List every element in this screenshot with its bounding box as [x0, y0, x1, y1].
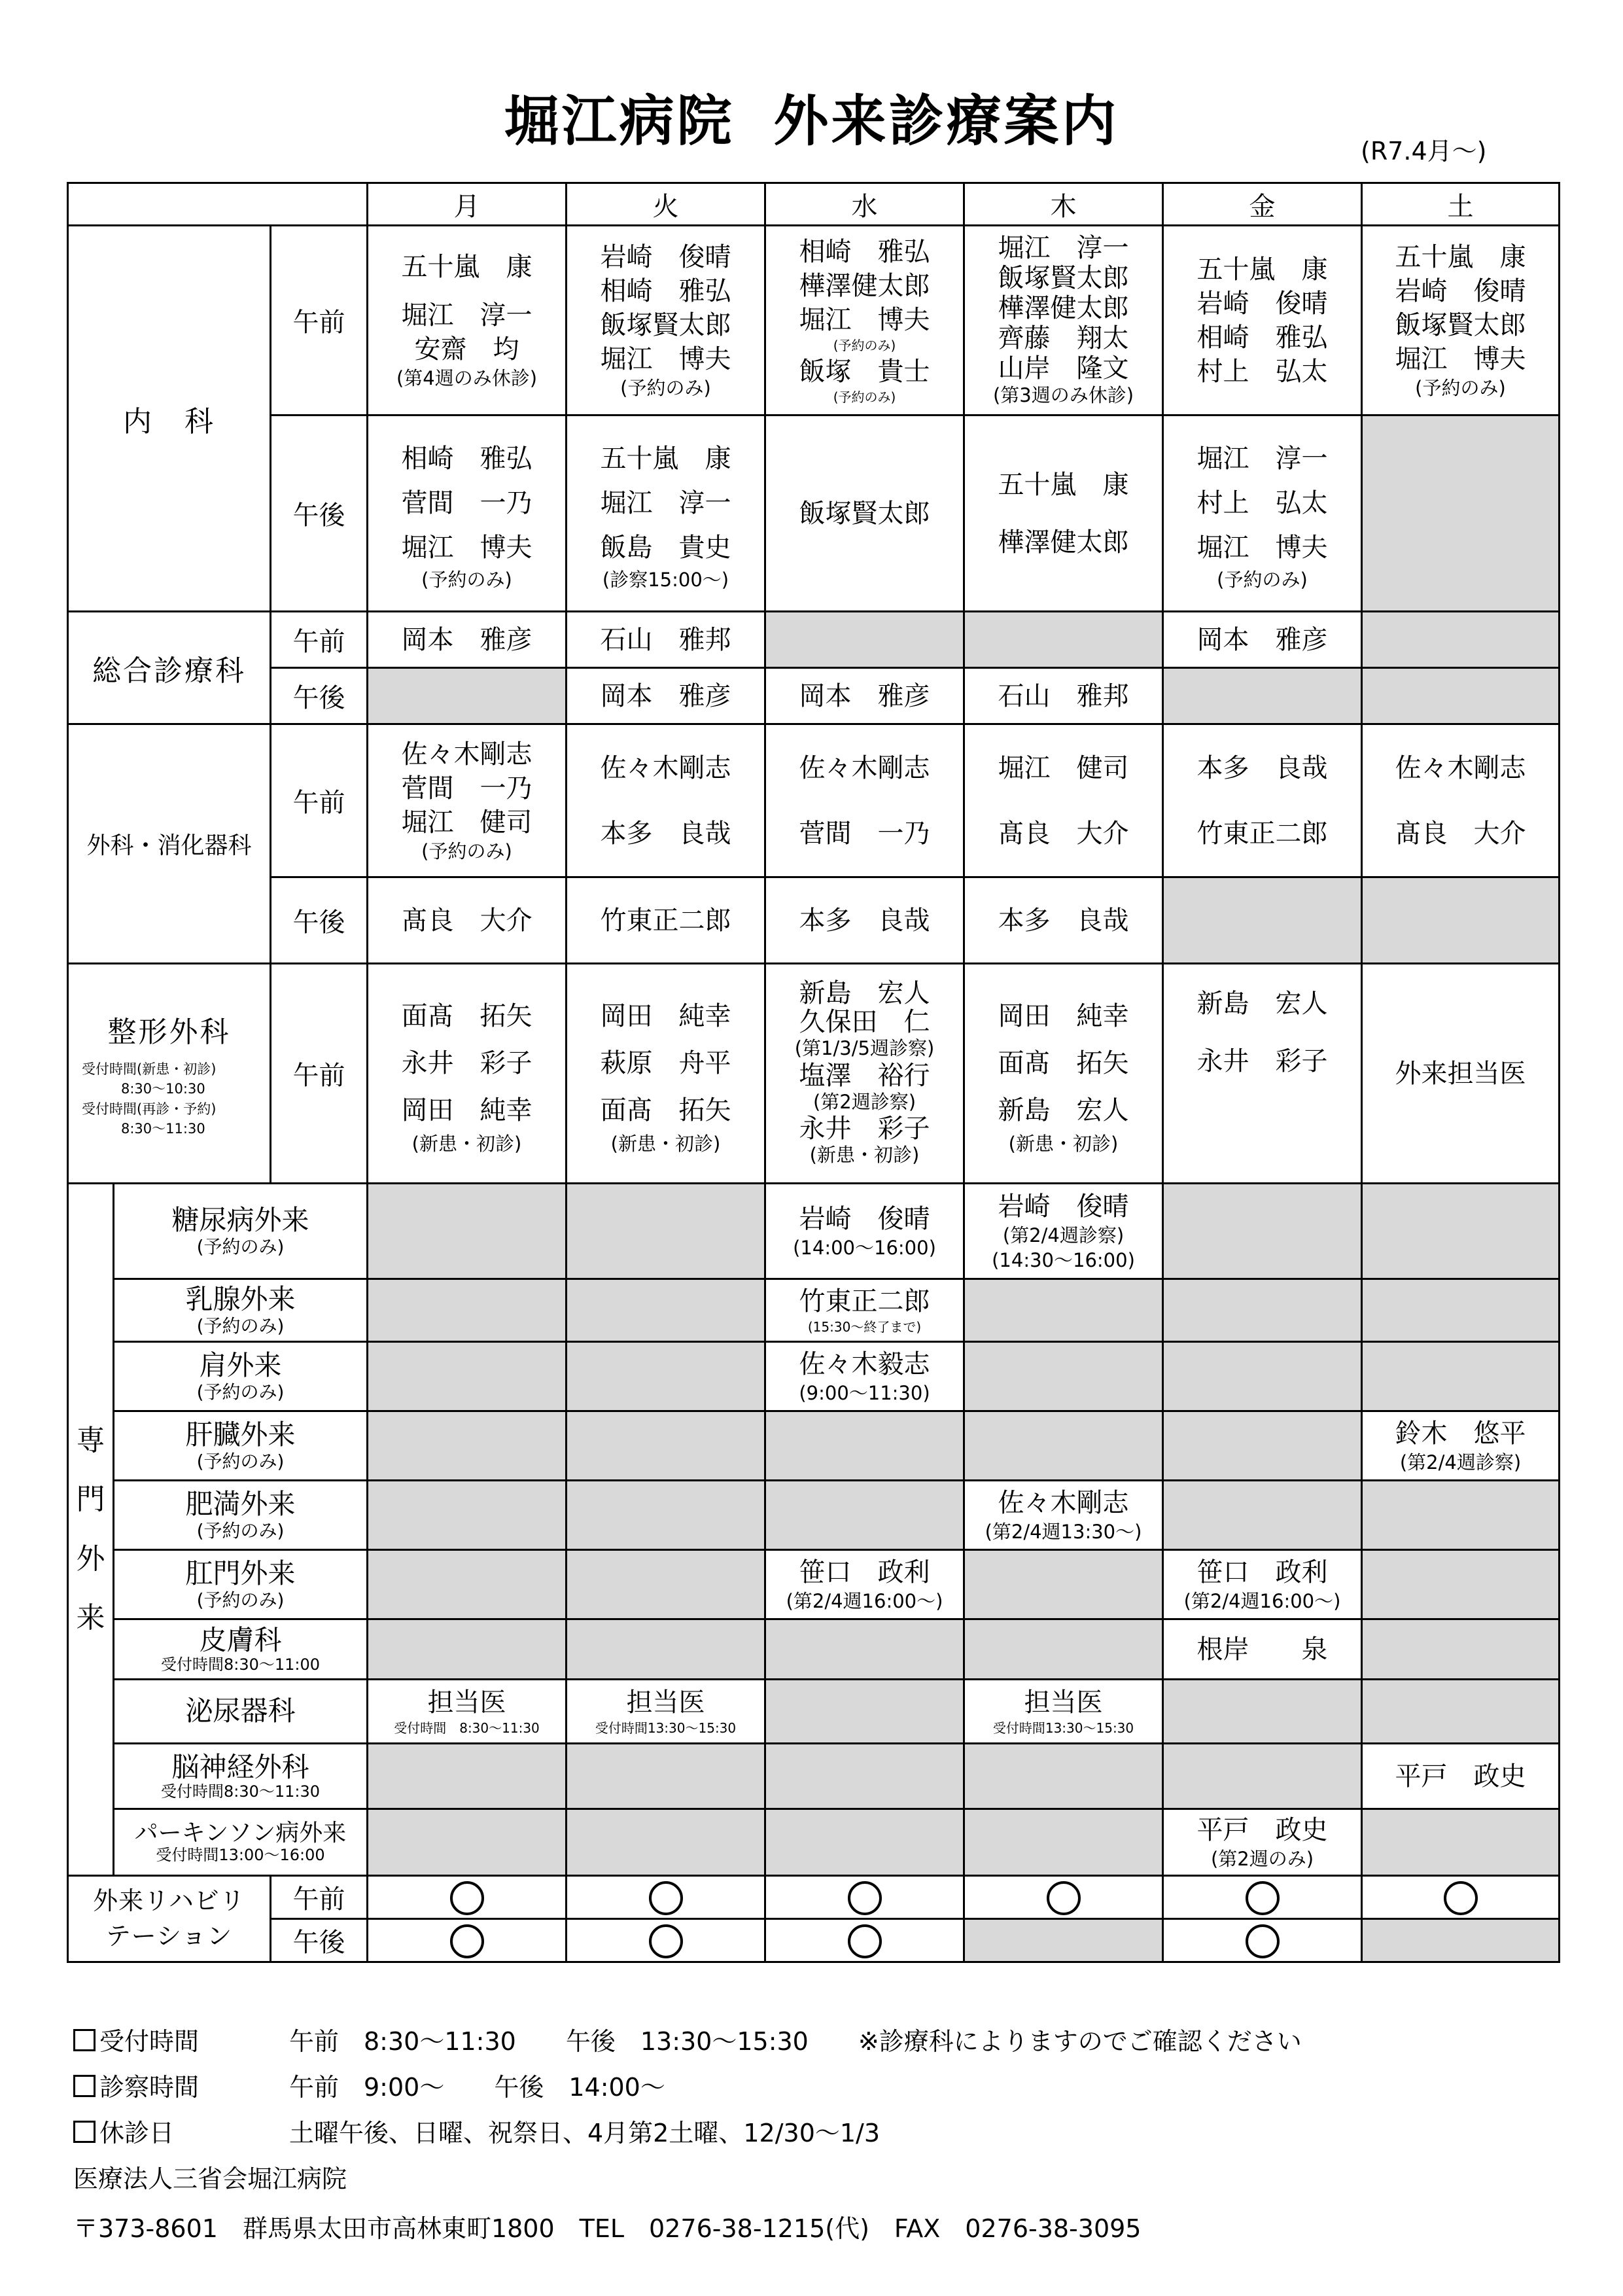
- available-circle-icon: [649, 1924, 683, 1958]
- special-shoulder-row: [68, 1342, 1560, 1411]
- special-liver-sat: 鈴木 悠平 (第2/4週診察): [1362, 1411, 1560, 1481]
- available-circle-icon: [649, 1881, 683, 1915]
- internal-pm-mon: 相崎 雅弘 菅間 一乃 堀江 博夫 (予約のみ): [368, 415, 567, 612]
- special-breast-fri: [1163, 1279, 1362, 1342]
- special-liver-thu: [964, 1411, 1163, 1481]
- ortho-mon: 面髙 拓矢 永井 彩子 岡田 純幸 (新患・初診): [368, 964, 567, 1184]
- surgery-am-wed: 佐々木剛志 菅間 一乃: [765, 724, 964, 877]
- available-circle-icon: [848, 1881, 882, 1915]
- available-circle-icon: [848, 1924, 882, 1958]
- special-anus-mon: [368, 1550, 567, 1619]
- special-liver-mon: [368, 1411, 567, 1481]
- header-wed: 水: [765, 183, 964, 226]
- info-reception: 受付時間 午前 8:30～11:30 午後 13:30～15:30 ※診療科によりますのでご確認ください: [73, 2019, 1302, 2064]
- period-am: 午前: [271, 724, 368, 877]
- dept-special: [68, 1184, 114, 1876]
- special-diabetes-fri: [1163, 1184, 1362, 1279]
- surgery-pm-mon: 髙良 大介: [368, 877, 567, 964]
- internal-pm-fri: 堀江 淳一 村上 弘太 堀江 博夫 (予約のみ): [1163, 415, 1362, 612]
- internal-am-row: [68, 226, 1560, 415]
- special-urology-row: [68, 1680, 1560, 1744]
- rehab-pm-sat: [1362, 1919, 1560, 1962]
- ortho-note-return: 受付時間(再診・予約): [82, 1101, 217, 1117]
- special-diabetes-wed: 岩崎 俊晴 (14:00～16:00): [765, 1184, 964, 1279]
- internal-pm-sat: [1362, 415, 1560, 612]
- ortho-fri: 新島 宏人 永井 彩子: [1163, 964, 1362, 1184]
- special-breast-sat: [1362, 1279, 1560, 1342]
- period-am: 午前: [271, 612, 368, 668]
- general-am-wed: [765, 612, 964, 668]
- internal-am-fri: 五十嵐 康 岩崎 俊晴 相崎 雅弘 村上 弘太: [1163, 226, 1362, 415]
- special-shoulder-fri: [1163, 1342, 1362, 1411]
- special-dept-label: 専門外来: [76, 1424, 105, 1634]
- special-shoulder-tue: [567, 1342, 765, 1411]
- header-corner: [68, 183, 368, 226]
- ortho-thu: 岡田 純幸 面髙 拓矢 新島 宏人 (新患・初診): [964, 964, 1163, 1184]
- special-diabetes-sat: [1362, 1184, 1560, 1279]
- dept-surgery: 外科・消化器科: [68, 724, 271, 964]
- special-obesity-name: 肥満外来 (予約のみ): [114, 1481, 368, 1550]
- general-am-mon: 岡本 雅彦: [368, 612, 567, 668]
- general-am-sat: [1362, 612, 1560, 668]
- special-anus-row: [68, 1550, 1560, 1619]
- special-anus-thu: [964, 1550, 1163, 1619]
- special-obesity-fri: [1163, 1481, 1362, 1550]
- surgery-pm-wed: 本多 良哉: [765, 877, 964, 964]
- rehab-pm-wed: [765, 1919, 964, 1962]
- period-am: 午前: [271, 1876, 368, 1919]
- special-shoulder-mon: [368, 1342, 567, 1411]
- special-diabetes-mon: [368, 1184, 567, 1279]
- info-address: 〒373-8601 群馬県太田市高林東町1800 TEL 0276-38-1215(代) FAX 0276-38-3095: [73, 2214, 1142, 2243]
- special-anus-sat: [1362, 1550, 1560, 1619]
- rehab-am-tue: [567, 1876, 765, 1919]
- info-closed: 休診日 土曜午後、日曜、祝祭日、4月第2土曜、12/30～1/3: [73, 2110, 1302, 2156]
- special-anus-name: 肛門外来 (予約のみ): [114, 1550, 368, 1619]
- rehab-am-fri: [1163, 1876, 1362, 1919]
- special-neuro-wed: [765, 1744, 964, 1809]
- available-circle-icon: [1246, 1924, 1280, 1958]
- general-pm-tue: 岡本 雅彦: [567, 668, 765, 724]
- period-pm: 午後: [271, 877, 368, 964]
- special-liver-tue: [567, 1411, 765, 1481]
- internal-pm-row: [68, 415, 1560, 612]
- special-urology-name: 泌尿器科: [114, 1680, 368, 1744]
- special-derma-tue: [567, 1619, 765, 1680]
- surgery-pm-tue: 竹東正二郎: [567, 877, 765, 964]
- checkbox-icon: [73, 2121, 96, 2143]
- revision-label: (R7.4月～): [1361, 137, 1487, 166]
- special-neuro-name: 脳神経外科 受付時間8:30～11:30: [114, 1744, 368, 1809]
- special-breast-mon: [368, 1279, 567, 1342]
- general-am-row: [68, 612, 1560, 668]
- dept-ortho: [68, 964, 271, 1184]
- schedule-title: 外来診療案内: [773, 89, 1119, 153]
- available-circle-icon: [450, 1924, 484, 1958]
- available-circle-icon: [1047, 1881, 1081, 1915]
- special-parkinson-name: パーキンソン病外来 受付時間13:00～16:00: [114, 1809, 368, 1876]
- info-notes: [73, 2019, 1302, 2252]
- rehab-am-thu: [964, 1876, 1163, 1919]
- special-parkinson-wed: [765, 1809, 964, 1876]
- rehab-pm-fri: [1163, 1919, 1362, 1962]
- ortho-note-new-time: 8:30～10:30: [121, 1081, 205, 1097]
- special-obesity-row: [68, 1481, 1560, 1550]
- special-parkinson-row: [68, 1809, 1560, 1876]
- surgery-am-sat: 佐々木剛志 髙良 大介: [1362, 724, 1560, 877]
- dept-rehab: [68, 1876, 271, 1962]
- special-parkinson-tue: [567, 1809, 765, 1876]
- general-am-tue: 石山 雅邦: [567, 612, 765, 668]
- special-obesity-thu: 佐々木剛志 (第2/4週13:30～): [964, 1481, 1163, 1550]
- special-diabetes-name: 糖尿病外来 (予約のみ): [114, 1184, 368, 1279]
- special-neuro-thu: [964, 1744, 1163, 1809]
- special-obesity-tue: [567, 1481, 765, 1550]
- special-diabetes-row: [68, 1184, 1560, 1279]
- header-fri: 金: [1163, 183, 1362, 226]
- info-consult: 診察時間 午前 9:00～ 午後 14:00～: [73, 2064, 1302, 2110]
- surgery-pm-row: [68, 877, 1560, 964]
- dept-internal: 内 科: [68, 226, 271, 612]
- internal-am-wed: 相崎 雅弘 樺澤健太郎 堀江 博夫 (予約のみ) 飯塚 貴士 (予約のみ): [765, 226, 964, 415]
- rehab-am-sat: [1362, 1876, 1560, 1919]
- period-am: 午前: [271, 964, 368, 1184]
- special-urology-wed: [765, 1680, 964, 1744]
- rehab-am-mon: [368, 1876, 567, 1919]
- special-derma-fri: 根岸 泉: [1163, 1619, 1362, 1680]
- available-circle-icon: [1444, 1881, 1478, 1915]
- rehab-pm-row: [68, 1919, 1560, 1962]
- header-thu: 木: [964, 183, 1163, 226]
- special-derma-row: [68, 1619, 1560, 1680]
- surgery-pm-fri: [1163, 877, 1362, 964]
- period-pm: 午後: [271, 1919, 368, 1962]
- rehab-am-row: [68, 1876, 1560, 1919]
- special-liver-name: 肝臓外来 (予約のみ): [114, 1411, 368, 1481]
- special-derma-name: 皮膚科 受付時間8:30～11:00: [114, 1619, 368, 1680]
- period-am: 午前: [271, 226, 368, 415]
- special-obesity-wed: [765, 1481, 964, 1550]
- special-anus-wed: 笹口 政利 (第2/4週16:00～): [765, 1550, 964, 1619]
- surgery-am-tue: 佐々木剛志 本多 良哉: [567, 724, 765, 877]
- special-urology-sat: [1362, 1680, 1560, 1744]
- general-pm-mon: [368, 668, 567, 724]
- special-parkinson-mon: [368, 1809, 567, 1876]
- ortho-name: 整形外科: [107, 1015, 231, 1049]
- internal-pm-wed: 飯塚賢太郎: [765, 415, 964, 612]
- special-obesity-mon: [368, 1481, 567, 1550]
- ortho-wed: 新島 宏人 久保田 仁 (第1/3/5週診察) 塩澤 裕行 (第2週診察) 永井 彩子 (新患・初診): [765, 964, 964, 1184]
- general-pm-fri: [1163, 668, 1362, 724]
- ortho-note-return-time: 8:30～11:30: [121, 1120, 205, 1137]
- special-breast-tue: [567, 1279, 765, 1342]
- special-neuro-row: [68, 1744, 1560, 1809]
- internal-am-mon: 五十嵐 康 堀江 淳一 安齋 均 (第4週のみ休診): [368, 226, 567, 415]
- surgery-am-mon: 佐々木剛志 菅間 一乃 堀江 健司 (予約のみ): [368, 724, 567, 877]
- period-pm: 午後: [271, 415, 368, 612]
- special-urology-thu: 担当医 受付時間13:30～15:30: [964, 1680, 1163, 1744]
- general-pm-row: [68, 668, 1560, 724]
- special-shoulder-sat: [1362, 1342, 1560, 1411]
- surgery-pm-sat: [1362, 877, 1560, 964]
- general-pm-sat: [1362, 668, 1560, 724]
- special-urology-mon: 担当医 受付時間 8:30～11:30: [368, 1680, 567, 1744]
- special-parkinson-sat: [1362, 1809, 1560, 1876]
- special-derma-mon: [368, 1619, 567, 1680]
- rehab-pm-thu: [964, 1919, 1163, 1962]
- general-pm-thu: 石山 雅邦: [964, 668, 1163, 724]
- special-parkinson-fri: 平戸 政史 (第2週のみ): [1163, 1809, 1362, 1876]
- special-derma-sat: [1362, 1619, 1560, 1680]
- internal-am-sat: 五十嵐 康 岩崎 俊晴 飯塚賢太郎 堀江 博夫 (予約のみ): [1362, 226, 1560, 415]
- special-parkinson-thu: [964, 1809, 1163, 1876]
- special-urology-fri: [1163, 1680, 1362, 1744]
- rehab-am-wed: [765, 1876, 964, 1919]
- surgery-am-fri: 本多 良哉 竹東正二郎: [1163, 724, 1362, 877]
- rehab-pm-mon: [368, 1919, 567, 1962]
- general-pm-wed: 岡本 雅彦: [765, 668, 964, 724]
- hospital-name: 堀江病院: [504, 89, 735, 153]
- available-circle-icon: [1246, 1881, 1280, 1915]
- special-derma-thu: [964, 1619, 1163, 1680]
- special-shoulder-name: 肩外来 (予約のみ): [114, 1342, 368, 1411]
- header-mon: 月: [368, 183, 567, 226]
- info-organization: 医療法人三省会堀江病院: [73, 2164, 347, 2193]
- header-sat: 土: [1362, 183, 1560, 226]
- header-tue: 火: [567, 183, 765, 226]
- special-liver-wed: [765, 1411, 964, 1481]
- special-neuro-mon: [368, 1744, 567, 1809]
- special-shoulder-wed: 佐々木毅志 (9:00～11:30): [765, 1342, 964, 1411]
- special-urology-tue: 担当医 受付時間13:30～15:30: [567, 1680, 765, 1744]
- special-diabetes-thu: 岩崎 俊晴 (第2/4週診察) (14:30～16:00): [964, 1184, 1163, 1279]
- special-breast-name: 乳腺外来 (予約のみ): [114, 1279, 368, 1342]
- internal-pm-tue: 五十嵐 康 堀江 淳一 飯島 貴史 (診察15:00～): [567, 415, 765, 612]
- rehab-label: 外来リハビリテーション: [93, 1886, 245, 1951]
- special-neuro-tue: [567, 1744, 765, 1809]
- schedule-table: [67, 182, 1560, 1963]
- internal-am-tue: 岩崎 俊晴 相崎 雅弘 飯塚賢太郎 堀江 博夫 (予約のみ): [567, 226, 765, 415]
- dept-general: 総合診療科: [68, 612, 271, 724]
- surgery-am-thu: 堀江 健司 髙良 大介: [964, 724, 1163, 877]
- special-shoulder-thu: [964, 1342, 1163, 1411]
- ortho-note-new: 受付時間(新患・初診): [82, 1061, 217, 1077]
- special-breast-row: [68, 1279, 1560, 1342]
- internal-pm-thu: 五十嵐 康 樺澤健太郎: [964, 415, 1163, 612]
- available-circle-icon: [450, 1881, 484, 1915]
- ortho-tue: 岡田 純幸 萩原 舟平 面髙 拓矢 (新患・初診): [567, 964, 765, 1184]
- special-liver-fri: [1163, 1411, 1362, 1481]
- special-anus-fri: 笹口 政利 (第2/4週16:00～): [1163, 1550, 1362, 1619]
- special-liver-row: [68, 1411, 1560, 1481]
- surgery-pm-thu: 本多 良哉: [964, 877, 1163, 964]
- special-breast-wed: 竹東正二郎 (15:30～終了まで): [765, 1279, 964, 1342]
- checkbox-icon: [73, 2029, 96, 2051]
- checkbox-icon: [73, 2075, 96, 2097]
- special-anus-tue: [567, 1550, 765, 1619]
- special-neuro-fri: [1163, 1744, 1362, 1809]
- surgery-am-row: [68, 724, 1560, 877]
- ortho-row: [68, 964, 1560, 1184]
- special-breast-thu: [964, 1279, 1163, 1342]
- general-am-fri: 岡本 雅彦: [1163, 612, 1362, 668]
- header-row: [68, 183, 1560, 226]
- special-obesity-sat: [1362, 1481, 1560, 1550]
- period-pm: 午後: [271, 668, 368, 724]
- special-diabetes-tue: [567, 1184, 765, 1279]
- internal-am-thu: 堀江 淳一 飯塚賢太郎 樺澤健太郎 齊藤 翔太 山岸 隆文 (第3週のみ休診): [964, 226, 1163, 415]
- general-am-thu: [964, 612, 1163, 668]
- special-derma-wed: [765, 1619, 964, 1680]
- rehab-pm-tue: [567, 1919, 765, 1962]
- ortho-sat: 外来担当医: [1362, 964, 1560, 1184]
- special-neuro-sat: 平戸 政史: [1362, 1744, 1560, 1809]
